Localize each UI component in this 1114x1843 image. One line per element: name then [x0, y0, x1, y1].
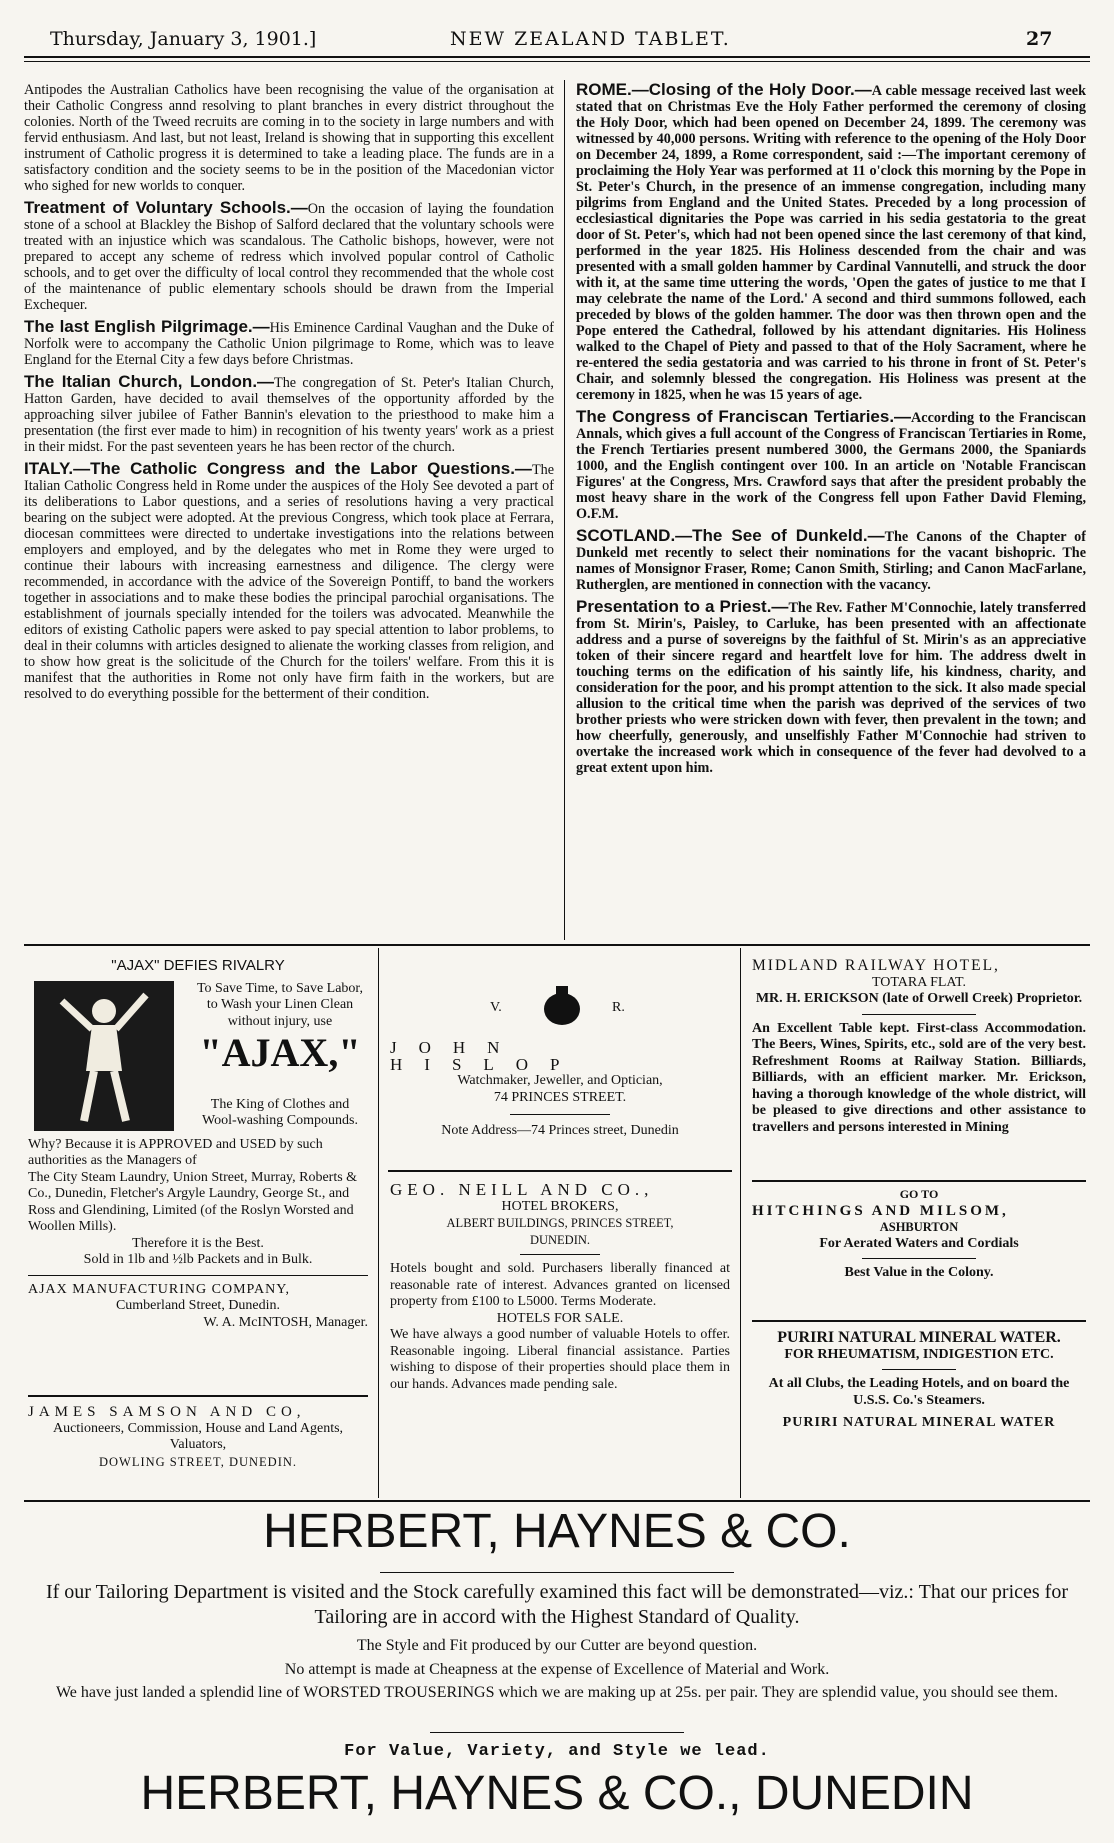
hislop-v: V.: [490, 1000, 502, 1015]
hitchings-name: HITCHINGS AND MILSOM,: [752, 1202, 1009, 1219]
article-heading: The Italian Church, London.—: [24, 372, 275, 391]
article-body: The Italian Catholic Congress held in Rome under the auspices of the Holy See devoted a part of its deliberations to Labor questions, and a series of resolutions having a very practical bearing on the subject were adopted. At the previous Congress, which took place at Ferrara, diocesan committees were directed to undertake investigations into the relations between employers and employed, and by the delegates who met in Rome they were urged to continue their labours with increasing earnestness and diligence. The clergy were recommended, in accordance with the advice of the Sovereign Pontiff, to band the workers together in associations and to make these bodies the principal parochial organisations. The establishment of journals specially intended for the toilers was advocated. Meanwhile the editors of existing Catholic papers were asked to pay special attention to labor problems, to deal in their columns with articles designed to alienate the working classes from religion, and to show how great is the solicitude of the Church for the toilers' welfare. From this it is manifest that the authorities in Rome not only have firm faith in the workers, but are resolved to do everything possible for the betterment of their condition.: [24, 462, 554, 702]
ad-divider: [378, 948, 379, 1498]
samson-ad: [28, 1404, 368, 1470]
ajax-sold: Sold in 1lb and ½lb Packets and in Bulk.: [83, 1252, 313, 1267]
neill-ad: [390, 1182, 730, 1393]
haynes-body: [40, 1580, 1074, 1704]
column-divider: [564, 80, 565, 940]
article-body: His Eminence Cardinal Vaughan and the Duke of Norfolk were to accompany the Catholic Union pilgrimage to Rome, which was to leave England for the Eternal City a few days before Christmas.: [24, 320, 554, 368]
puriri-footer: PURIRI NATURAL MINERAL WATER: [782, 1415, 1056, 1430]
ajax-ad: [28, 958, 368, 1331]
hislop-street: 74 PRINCES STREET.: [493, 1089, 627, 1105]
neill-name: GEO. NEILL AND CO.,: [390, 1180, 654, 1199]
article-heading: ITALY.—The Catholic Congress and the Labor Questions.—: [24, 459, 532, 478]
haynes-line4: We have just landed a splendid line of WORSTED TROUSERINGS which we are making up at 25s. per pair. They are splendid value, you should see them.: [55, 1684, 1059, 1701]
article: [24, 200, 554, 313]
article-heading: The Congress of Franciscan Tertiaries.—: [576, 407, 912, 426]
divider: [430, 1732, 684, 1733]
ajax-hero-illustration: [34, 981, 174, 1131]
divider: [510, 1114, 610, 1115]
ads-bottom-rule: [24, 1500, 1090, 1502]
article: [576, 599, 1086, 776]
hislop-r: R.: [612, 1000, 625, 1015]
right-column: [576, 82, 1086, 940]
midland-place: TOTARA FLAT.: [871, 974, 967, 990]
hitchings-value: Best Value in the Colony.: [844, 1265, 994, 1280]
article-body: The congregation of St. Peter's Italian Church, Hatton Garden, have decided to avail themselves of the opportunity afforded by the approaching silver jubilee of Father Bannin's elevation to the priesthood to make him a presentation (the first ever made to him) in recognition of his twenty years' work as a priest in their midst. For the past seventeen years he has been rector of the church.: [24, 375, 554, 455]
puriri-for: FOR RHEUMATISM, INDIGESTION ETC.: [784, 1346, 1054, 1362]
divider: [752, 1320, 1086, 1322]
left-intro: Antipodes the Australian Catholics have been recognising the value of the organisation at their Catholic Congress annd resolving to plant branches in every district throughout the colonies. North of the Tweed recruits are coming in to the society in large numbers and with fervid enthusiasm. And last, but not least, Ireland is showing that in supporting this excellent instrument of Catholic progress it is determined to take a leading place. The funds are in a satisfactory condition and the society seems to be in the position of the Macedonian victor who sighed for new worlds to conquer.: [24, 82, 554, 194]
neill-address1: ALBERT BUILDINGS, PRINCES STREET,: [446, 1216, 674, 1230]
hislop-name: JOHN HISLOP: [390, 1038, 582, 1074]
midland-ad: [752, 958, 1086, 1136]
hero-figure-icon: [34, 981, 174, 1131]
divider: [28, 1275, 368, 1276]
haynes-line3: No attempt is made at Cheapness at the expense of Excellence of Material and Work.: [284, 1661, 830, 1678]
puriri-clubs: At all Clubs, the Leading Hotels, and on board the U.S.S. Co.'s Steamers.: [768, 1376, 1070, 1408]
article-body: On the occasion of laying the foundation stone of a school at Blackley the Bishop of Salford declared that the voluntary schools were treated with an injustice which was scandalous. The Catholic bishops, however, were not prepared to accept any scheme of redress which involved popular control of Catholic schools, and to get over the difficulty of local control they recommended that the whole cost of the maintenance of public elementary schools should be drawn from the Imperial Exchequer.: [24, 201, 554, 313]
haynes-slogan: For Value, Variety, and Style we lead.: [344, 1742, 770, 1761]
neill-sale-title: HOTELS FOR SALE.: [496, 1310, 624, 1326]
ajax-brand: "AJAX,": [199, 1029, 361, 1075]
header-date: Thursday, January 3, 1901.]: [50, 28, 317, 50]
neill-sale-body: We have always a good number of valuable Hotels to offer. Reasonable ingoing. Liberal financial assistance. Parties wishing to dispose of their properties should place them in our hands. Advances made pending sale.: [390, 1327, 730, 1392]
article-body: According to the Franciscan Annals, which gives a full account of the Congress of Franciscan Tertiaries in Rome, the French Tertiaries present numbered 3000, the Germans 2000, the Spaniards 1000, and the English contingent over 100. In an article on 'Notable Franciscan Figures' at the Congress, Mrs. Crawford says that after the president probably the most heavy share in the work of the Congress fell upon Father David Fleming, O.F.M.: [576, 410, 1086, 522]
ajax-list: The City Steam Laundry, Union Street, Murray, Roberts & Co., Dunedin, Fletcher's Argyle Laundry, George St., and Ross and Glendining, Limited (of the Roslyn Worsted and Woollen Mills).: [28, 1169, 358, 1234]
article: [576, 82, 1086, 403]
header-rule-thin: [24, 61, 1090, 62]
midland-body: An Excellent Table kept. First-class Accommodation. The Beers, Wines, Spirits, etc., sold are of the very best. Refreshment Rooms at Railway Station. Billiards, Billiards, with an efficient marker. Mr. Erickson, having a thorough knowledge of the whole district, will be pleased to give directions and other assistance to travellers and persons interested in Mining: [752, 1020, 1086, 1135]
ajax-top: [28, 981, 368, 1131]
article: [24, 461, 554, 702]
puriri-name: PURIRI NATURAL MINERAL WATER.: [777, 1329, 1061, 1346]
hitchings-go: GO TO: [899, 1187, 939, 1201]
divider: [520, 1254, 600, 1255]
header-rule: [24, 56, 1090, 58]
haynes-banner: HERBERT, HAYNES & CO.: [263, 1505, 851, 1558]
ad-divider: [740, 948, 741, 1498]
divider: [380, 1572, 734, 1573]
article-heading: SCOTLAND.—The See of Dunkeld.—: [576, 526, 885, 545]
article-heading: Treatment of Voluntary Schools.—: [24, 198, 308, 217]
hitchings-ad: [752, 1186, 1086, 1282]
divider: [862, 1258, 976, 1259]
samson-address: DOWLING STREET, DUNEDIN.: [98, 1454, 298, 1469]
samson-line: Auctioneers, Commission, House and Land Agents, Valuators,: [52, 1420, 344, 1452]
article-body: A cable message received last week stated that on Christmas Eve the Holy Father performed the ceremony of closing the Holy Door, which had been opened on December 24, 1899. The ceremony was witnessed by 40,000 persons. Writing with reference to the opening of the Holy Door on December 24, 1899, a Rome correspondent, said :—The important ceremony of proclaiming the Holy Year was performed at 11 o'clock this morning by the Pope in St. Peter's Church, in the presence of an immense congregation, including many pilgrims from England and the United States. Preceded by a long procession of ecclesiastical dignitaries the Pope was carried in his sedia gestatoria to the great door of St. Peter's, which had not been opened since the last ceremony of that kind, performed in the year 1825. His Holiness descended from the chair and was presented with a small golden hammer by Cardinal Vannutelli, and struck the door with it, at the same time uttering the words, 'Open the gates of justice to me that I may celebrate the name of the Lord.' A second and third summons followed, each preceded by blows of the golden hammer. The door was then thrown open and the Pope entered the Cathedral, followed by his attendant dignitaries. His Holiness walked to the Chapel of Piety and passed to that of the Holy Sacrament, where he re-entered the sedia gestatoria and was carried to his throne in front of St. Peter's Chair, and solemnly blessed the congregation. His Holiness was present at the ceremony in 1825, when he was 15 years of age.: [576, 83, 1086, 403]
haynes-line2: The Style and Fit produced by our Cutter are beyond question.: [356, 1637, 758, 1654]
article: [576, 409, 1086, 522]
article-heading: ROME.—Closing of the Holy Door.—: [576, 82, 872, 99]
puriri-ad: [752, 1330, 1086, 1432]
hislop-ad: [390, 984, 730, 1140]
ajax-manager: W. A. McINTOSH, Manager.: [203, 1314, 368, 1330]
ajax-title: "AJAX" DEFIES RIVALRY: [111, 957, 285, 974]
neill-body: Hotels bought and sold. Purchasers liberally financed at reasonable rate of interest. Advances granted on licensed property from £100 to L5000. Terms Moderate.: [390, 1261, 730, 1309]
hislop-note: Note Address—74 Princes street, Dunedin: [441, 1123, 679, 1138]
hislop-trade: Watchmaker, Jeweller, and Optician,: [457, 1073, 663, 1088]
article-body: The Canons of the Chapter of Dunkeld met recently to select their nominations for the vacant bishopric. The names of Monsignor Fraser, Rome; Canon Smith, Stirling; and Canon MacFarlane, Rutherglen, are mentioned in connection with the vacancy.: [576, 529, 1086, 593]
article: [576, 528, 1086, 593]
ajax-why: Why? Because it is APPROVED and USED by such authorities as the Managers of: [28, 1136, 323, 1168]
divider: [388, 1170, 732, 1172]
header-page-number: 27: [1026, 28, 1053, 50]
article-heading: Presentation to a Priest.—: [576, 597, 789, 616]
midland-name: MIDLAND RAILWAY HOTEL,: [752, 957, 1000, 974]
neill-trade: HOTEL BROKERS,: [501, 1198, 619, 1214]
left-column: [24, 82, 554, 940]
hitchings-place: ASHBURTON: [879, 1220, 959, 1234]
ajax-tagline: To Save Time, to Save Labor, to Wash your Linen Clean without injury, use: [196, 980, 364, 1029]
ads-top-rule: [24, 944, 1090, 946]
divider: [882, 1369, 956, 1370]
royal-crest-icon: [540, 984, 584, 1030]
article-body: The Rev. Father M'Connochie, lately transferred from St. Mirin's, Paisley, to Carluke, has been presented with an affectionate address and a purse of sovereigns by the faithful of St. Mirin's as an appreciative token of their sincere regard and heartfelt love for him. The address dwelt in touching terms on the edification of his saintly life, his kindness, charity, and consideration for the poor, and his prompt attention to the sick. It also made special allusion to the critical time when the parish was deprived of the services of two brother priests who were stricken down with fever, then prevalent in the town; and how cheerfully, generously, and unselfishly Father M'Connochie had striven to overtake the increased work which in consequence of the fever had devolved to a great extent upon him.: [576, 600, 1086, 776]
haynes-line1: If our Tailoring Department is visited and the Stock carefully examined this fact will be demonstrated—viz.: That our prices for Tailoring are in accord with the Highest Standard of Quality.: [45, 1581, 1068, 1628]
hitchings-line: For Aerated Waters and Cordials: [819, 1235, 1019, 1251]
divider: [862, 1014, 976, 1015]
article: [24, 319, 554, 368]
article: [24, 374, 554, 455]
haynes-footer: HERBERT, HAYNES & CO., DUNEDIN: [140, 1767, 974, 1820]
article-heading: The last English Pilgrimage.—: [24, 317, 270, 336]
divider: [28, 1395, 368, 1397]
page-header: [36, 28, 1080, 54]
ajax-street: Cumberland Street, Dunedin.: [115, 1298, 281, 1313]
ajax-subtitle: The King of Clothes and Wool-washing Compounds.: [202, 1096, 358, 1128]
hislop-crest-row: [390, 984, 730, 1032]
neill-address2: DUNEDIN.: [529, 1232, 591, 1247]
divider: [752, 1180, 1086, 1182]
midland-proprietor: MR. H. ERICKSON (late of Orwell Creek) Proprietor.: [755, 991, 1083, 1006]
ajax-company: AJAX MANUFACTURING COMPANY,: [28, 1281, 291, 1297]
samson-name: JAMES SAMSON AND CO,: [28, 1404, 306, 1420]
header-title: NEW ZEALAND TABLET.: [450, 28, 731, 50]
ajax-therefore: Therefore it is the Best.: [132, 1235, 264, 1251]
